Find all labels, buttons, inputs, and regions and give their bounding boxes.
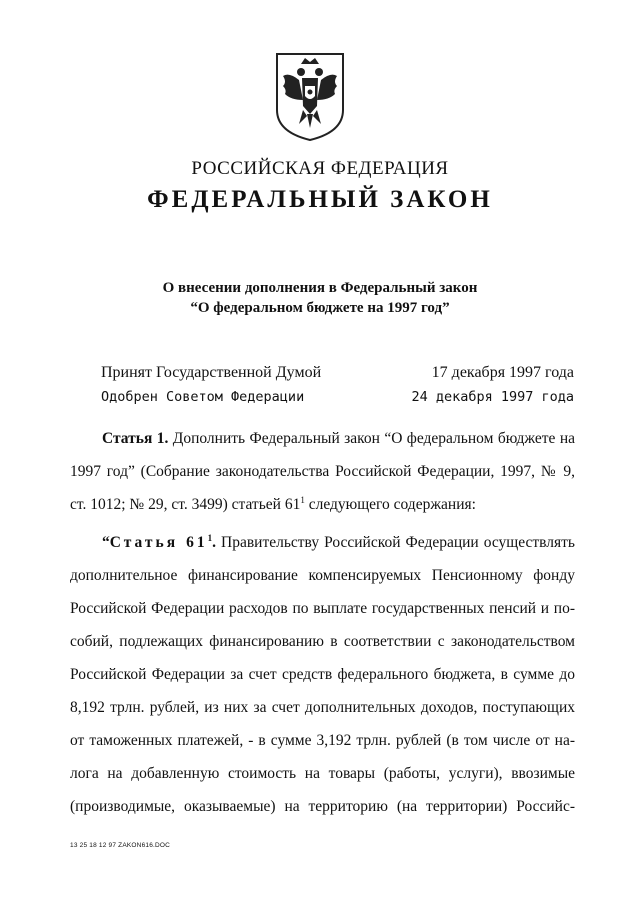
- law-title-line: “О федеральном бюджете на 1997 год”: [190, 300, 450, 316]
- article-61-heading: Статья 61: [109, 534, 208, 551]
- duma-adoption-row: [101, 364, 574, 386]
- law-title-line: О внесении дополнения в Федеральный закон: [162, 280, 478, 296]
- article-61-line: Российской Федерации за счет средств федерального бюджета, в сумме до: [70, 666, 575, 683]
- article-61-line: лога на добавленную стоимость на товары (работы, услуги), ввозимые: [70, 765, 575, 782]
- article-1-text: ст. 1012; № 29, ст. 3499) статьей 61: [70, 496, 301, 513]
- council-approval-row: [101, 389, 574, 411]
- superscript: 1: [207, 532, 213, 543]
- article-61-line: дополнительное финансирование компенсируемых Пенсионному фонду: [70, 567, 575, 584]
- article-61-line: 8,192 трлн. рублей, из них за счет дополнительных доходов, поступающих: [70, 699, 575, 716]
- law-title: [0, 278, 640, 318]
- article-1-text: Дополнить Федеральный закон “О федеральном бюджете на: [172, 430, 575, 447]
- coat-of-arms-icon: [273, 50, 347, 142]
- document-footer-code: 13 25 18 12 97 ZAKON616.DOC: [70, 842, 171, 849]
- duma-label: Принят Государственной Думой: [101, 364, 322, 381]
- article-1-line: [70, 496, 575, 514]
- quote-mark: “: [102, 534, 110, 551]
- council-label: Одобрен Советом Федерации: [101, 389, 305, 405]
- article-61-line: Российской Федерации расходов по выплате государственных пенсий и по-: [70, 600, 575, 617]
- article-61-text: Правительству Российской Федерации осуществлять: [215, 534, 575, 551]
- council-date: 24 декабря 1997 года: [411, 389, 574, 405]
- article-1-line: [102, 430, 575, 448]
- article-61-line: (производимые, оказываемые) на территорию (на территории) Российс-: [70, 798, 575, 815]
- law-type-heading: ФЕДЕРАЛЬНЫЙ ЗАКОН: [147, 186, 493, 213]
- article-1-line: 1997 год” (Собрание законодательства Российской Федерации, 1997, № 9,: [70, 463, 575, 480]
- article-61-line: [102, 534, 575, 552]
- article-1-heading: Статья 1.: [102, 430, 169, 447]
- country-name: РОССИЙСКАЯ ФЕДЕРАЦИЯ: [191, 158, 449, 179]
- heading-dot: .: [212, 534, 216, 551]
- article-1-text: следующего содержания:: [304, 496, 476, 513]
- article-61-line: собий, подлежащих финансированию в соответствии с законодательством: [70, 633, 575, 650]
- article-61-line: от таможенных платежей, - в сумме 3,192 трлн. рублей (в том числе от на-: [70, 732, 575, 749]
- duma-date: 17 декабря 1997 года: [431, 364, 574, 381]
- superscript: 1: [300, 494, 305, 505]
